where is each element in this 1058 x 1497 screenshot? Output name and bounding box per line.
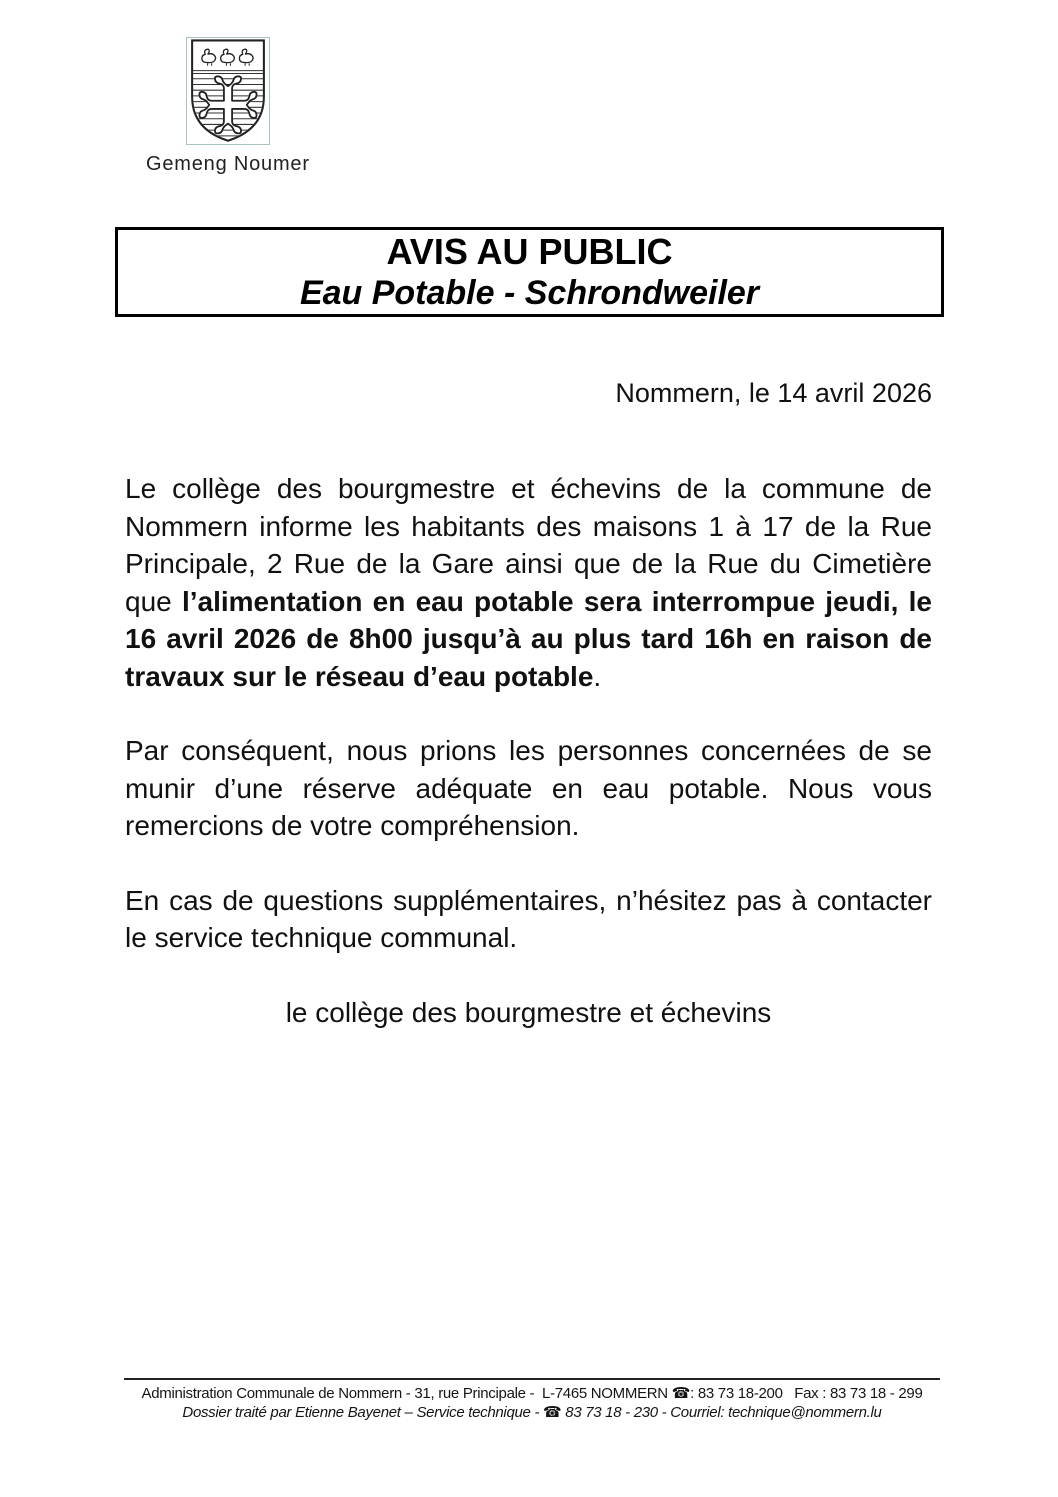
notice-subtitle: Eau Potable - Schrondweiler bbox=[299, 274, 760, 312]
footer-address-text: Administration Communale de Nommern - 31, rue Principale - L-7465 NOMMERN bbox=[141, 1385, 672, 1402]
notice-title: AVIS AU PUBLIC bbox=[386, 231, 673, 272]
commune-logo bbox=[186, 37, 270, 145]
footer-contact-text: Dossier traité par Etienne Bayenet – Service technique - bbox=[182, 1404, 544, 1421]
body-paragraph-2: Par conséquent, nous prions les personnes concernées de se munir d’une réserve adéquate en eau potable. Nous vous remercions de votre compréhension. bbox=[125, 735, 932, 841]
dateline: Nommern, le 14 avril 2026 bbox=[615, 378, 932, 408]
paragraph-1-period: . bbox=[593, 660, 602, 692]
coat-of-arms-icon bbox=[187, 38, 269, 144]
body-paragraph-1 bbox=[125, 470, 932, 695]
signature-line: le collège des bourgmestre et échevins bbox=[285, 996, 772, 1028]
footer-address-line bbox=[124, 1384, 940, 1403]
notice-title-box bbox=[115, 227, 944, 317]
notice-body bbox=[125, 470, 932, 1031]
page-footer bbox=[124, 1378, 940, 1422]
phone-icon: ☎ bbox=[543, 1404, 562, 1421]
paragraph-1-bold-announcement: l’alimentation en eau potable sera interrompue jeudi, le 16 avril 2026 de 8h00 jusqu’à au plus tard 16h en raison de travaux sur le réseau d’eau potable bbox=[125, 585, 932, 692]
footer-contact-line bbox=[124, 1403, 940, 1422]
body-paragraph-3: En cas de questions supplémentaires, n’hésitez pas à contacter le service technique communal. bbox=[125, 884, 932, 953]
footer-contact-email-text: 83 73 18 - 230 - Courriel: technique@nommern.lu bbox=[561, 1404, 882, 1421]
commune-name-caption: Gemeng Noumer bbox=[146, 153, 310, 175]
footer-phone-fax-text: : 83 73 18-200 Fax : 83 73 18 - 299 bbox=[690, 1385, 923, 1402]
paragraph-1-intro: Le collège des bourgmestre et échevins de la commune de Nommern informe les habitants des maisons 1 à 17 de la Rue Principale, 2 Rue de la Gare ainsi que de la Rue du Cimetière que bbox=[125, 473, 932, 617]
phone-icon: ☎ bbox=[671, 1385, 691, 1402]
